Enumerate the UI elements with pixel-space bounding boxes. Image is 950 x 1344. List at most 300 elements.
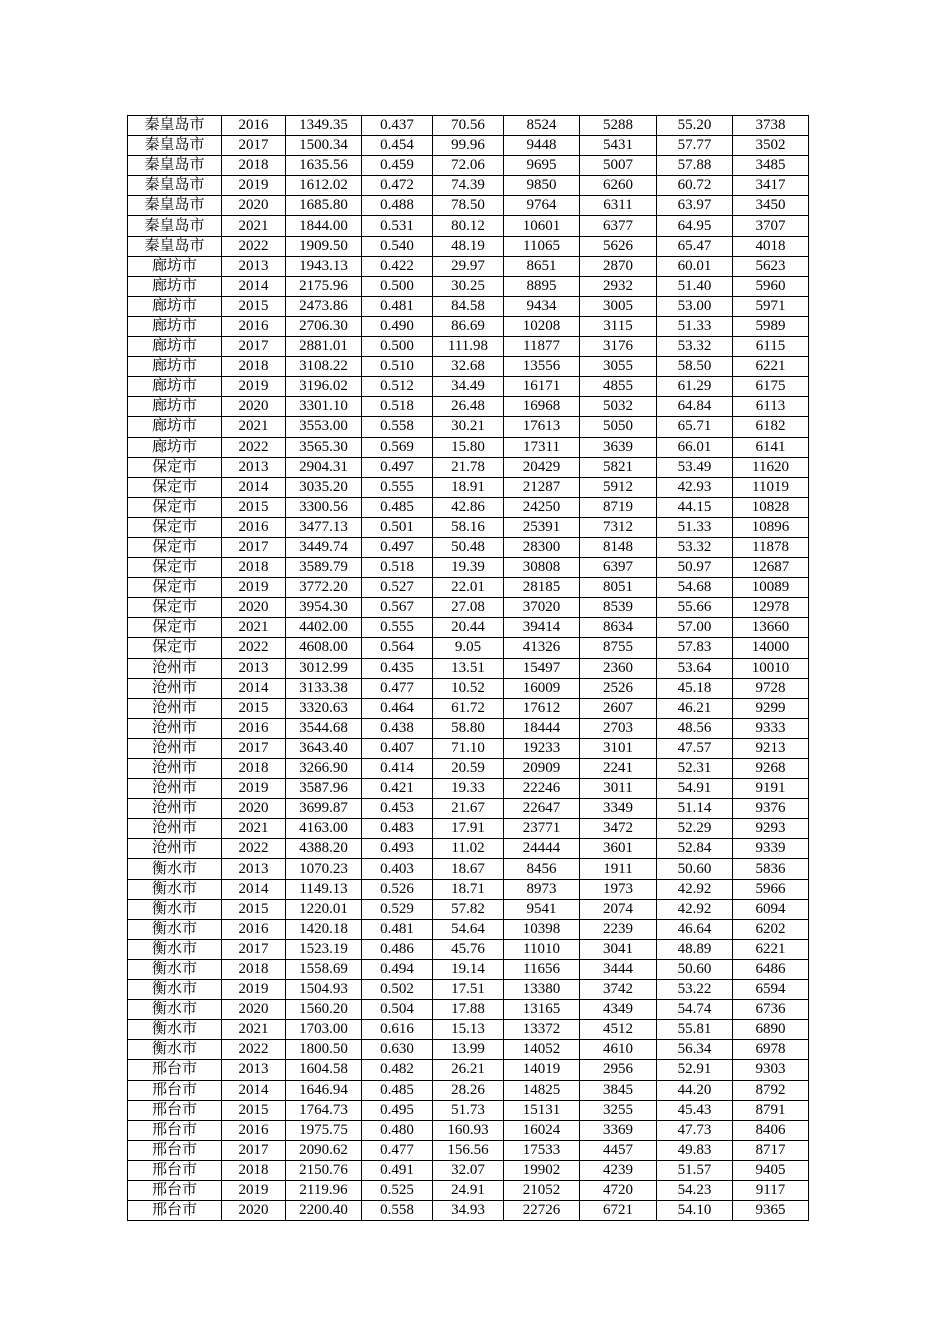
value-cell: 3300.56 <box>286 497 362 517</box>
value-cell: 0.421 <box>362 779 433 799</box>
table-row <box>128 517 809 537</box>
value-cell: 5288 <box>580 116 657 136</box>
table-row <box>128 397 809 417</box>
year-cell: 2020 <box>222 1201 286 1221</box>
value-cell: 4608.00 <box>286 638 362 658</box>
value-cell: 3699.87 <box>286 799 362 819</box>
value-cell: 6890 <box>733 1020 809 1040</box>
value-cell: 3553.00 <box>286 417 362 437</box>
value-cell: 55.66 <box>657 598 733 618</box>
table-row <box>128 116 809 136</box>
value-cell: 1911 <box>580 859 657 879</box>
value-cell: 1220.01 <box>286 899 362 919</box>
value-cell: 0.497 <box>362 457 433 477</box>
value-cell: 74.39 <box>433 176 504 196</box>
value-cell: 8148 <box>580 537 657 557</box>
value-cell: 17613 <box>504 417 580 437</box>
year-cell: 2016 <box>222 116 286 136</box>
value-cell: 156.56 <box>433 1140 504 1160</box>
value-cell: 0.477 <box>362 1140 433 1160</box>
value-cell: 8406 <box>733 1120 809 1140</box>
table-row <box>128 417 809 437</box>
value-cell: 2881.01 <box>286 337 362 357</box>
value-cell: 1685.80 <box>286 196 362 216</box>
year-cell: 2016 <box>222 919 286 939</box>
value-cell: 13.51 <box>433 658 504 678</box>
value-cell: 60.01 <box>657 256 733 276</box>
city-cell: 廊坊市 <box>128 397 222 417</box>
value-cell: 17311 <box>504 437 580 457</box>
table-row <box>128 497 809 517</box>
value-cell: 0.630 <box>362 1040 433 1060</box>
value-cell: 47.73 <box>657 1120 733 1140</box>
value-cell: 3005 <box>580 296 657 316</box>
value-cell: 48.56 <box>657 718 733 738</box>
city-cell: 邢台市 <box>128 1201 222 1221</box>
table-row <box>128 377 809 397</box>
value-cell: 14052 <box>504 1040 580 1060</box>
table-row <box>128 337 809 357</box>
table-row <box>128 698 809 718</box>
value-cell: 2932 <box>580 276 657 296</box>
table-row <box>128 437 809 457</box>
year-cell: 2021 <box>222 1020 286 1040</box>
value-cell: 13372 <box>504 1020 580 1040</box>
value-cell: 0.464 <box>362 698 433 718</box>
table-row <box>128 738 809 758</box>
value-cell: 0.407 <box>362 738 433 758</box>
value-cell: 3133.38 <box>286 678 362 698</box>
value-cell: 46.64 <box>657 919 733 939</box>
value-cell: 51.57 <box>657 1160 733 1180</box>
value-cell: 0.518 <box>362 558 433 578</box>
value-cell: 1560.20 <box>286 1000 362 1020</box>
value-cell: 4720 <box>580 1180 657 1200</box>
value-cell: 23771 <box>504 819 580 839</box>
value-cell: 4388.20 <box>286 839 362 859</box>
value-cell: 0.525 <box>362 1180 433 1200</box>
value-cell: 3301.10 <box>286 397 362 417</box>
value-cell: 3601 <box>580 839 657 859</box>
value-cell: 20429 <box>504 457 580 477</box>
table-row <box>128 618 809 638</box>
value-cell: 3115 <box>580 316 657 336</box>
city-cell: 廊坊市 <box>128 316 222 336</box>
value-cell: 1800.50 <box>286 1040 362 1060</box>
year-cell: 2019 <box>222 377 286 397</box>
value-cell: 51.33 <box>657 316 733 336</box>
value-cell: 0.502 <box>362 980 433 1000</box>
value-cell: 0.482 <box>362 1060 433 1080</box>
value-cell: 63.97 <box>657 196 733 216</box>
value-cell: 16009 <box>504 678 580 698</box>
value-cell: 2239 <box>580 919 657 939</box>
value-cell: 1420.18 <box>286 919 362 939</box>
value-cell: 22726 <box>504 1201 580 1221</box>
value-cell: 8973 <box>504 879 580 899</box>
value-cell: 53.32 <box>657 537 733 557</box>
value-cell: 6115 <box>733 337 809 357</box>
value-cell: 0.497 <box>362 537 433 557</box>
value-cell: 0.486 <box>362 939 433 959</box>
value-cell: 15497 <box>504 658 580 678</box>
year-cell: 2018 <box>222 1160 286 1180</box>
value-cell: 0.494 <box>362 959 433 979</box>
city-cell: 衡水市 <box>128 939 222 959</box>
value-cell: 30.25 <box>433 276 504 296</box>
value-cell: 22.01 <box>433 578 504 598</box>
value-cell: 6311 <box>580 196 657 216</box>
value-cell: 58.80 <box>433 718 504 738</box>
value-cell: 1500.34 <box>286 136 362 156</box>
table-body <box>128 116 809 1221</box>
city-cell: 保定市 <box>128 598 222 618</box>
value-cell: 3055 <box>580 357 657 377</box>
value-cell: 18.67 <box>433 859 504 879</box>
value-cell: 9405 <box>733 1160 809 1180</box>
value-cell: 6221 <box>733 939 809 959</box>
value-cell: 9117 <box>733 1180 809 1200</box>
value-cell: 19.14 <box>433 959 504 979</box>
value-cell: 0.529 <box>362 899 433 919</box>
year-cell: 2019 <box>222 1180 286 1200</box>
value-cell: 51.33 <box>657 517 733 537</box>
city-cell: 沧州市 <box>128 738 222 758</box>
value-cell: 24.91 <box>433 1180 504 1200</box>
value-cell: 3266.90 <box>286 759 362 779</box>
value-cell: 2150.76 <box>286 1160 362 1180</box>
table-row <box>128 1201 809 1221</box>
table-row <box>128 457 809 477</box>
city-cell: 邢台市 <box>128 1140 222 1160</box>
value-cell: 21287 <box>504 477 580 497</box>
value-cell: 10601 <box>504 216 580 236</box>
value-cell: 18.91 <box>433 477 504 497</box>
table-row <box>128 899 809 919</box>
value-cell: 64.84 <box>657 397 733 417</box>
value-cell: 8539 <box>580 598 657 618</box>
year-cell: 2018 <box>222 357 286 377</box>
table-row <box>128 598 809 618</box>
city-cell: 保定市 <box>128 457 222 477</box>
city-cell: 衡水市 <box>128 1040 222 1060</box>
value-cell: 9339 <box>733 839 809 859</box>
value-cell: 3954.30 <box>286 598 362 618</box>
table-row <box>128 1180 809 1200</box>
value-cell: 21052 <box>504 1180 580 1200</box>
city-cell: 沧州市 <box>128 799 222 819</box>
value-cell: 3485 <box>733 156 809 176</box>
value-cell: 11877 <box>504 337 580 357</box>
value-cell: 2703 <box>580 718 657 738</box>
year-cell: 2021 <box>222 819 286 839</box>
value-cell: 45.76 <box>433 939 504 959</box>
value-cell: 8719 <box>580 497 657 517</box>
value-cell: 25391 <box>504 517 580 537</box>
value-cell: 4239 <box>580 1160 657 1180</box>
value-cell: 3477.13 <box>286 517 362 537</box>
city-cell: 邢台市 <box>128 1120 222 1140</box>
value-cell: 0.491 <box>362 1160 433 1180</box>
value-cell: 1703.00 <box>286 1020 362 1040</box>
value-cell: 9191 <box>733 779 809 799</box>
value-cell: 0.501 <box>362 517 433 537</box>
value-cell: 16968 <box>504 397 580 417</box>
city-cell: 秦皇岛市 <box>128 196 222 216</box>
table-row <box>128 658 809 678</box>
value-cell: 4512 <box>580 1020 657 1040</box>
value-cell: 5050 <box>580 417 657 437</box>
value-cell: 52.91 <box>657 1060 733 1080</box>
value-cell: 6202 <box>733 919 809 939</box>
value-cell: 9434 <box>504 296 580 316</box>
table-row <box>128 1160 809 1180</box>
value-cell: 2706.30 <box>286 316 362 336</box>
value-cell: 44.15 <box>657 497 733 517</box>
value-cell: 42.86 <box>433 497 504 517</box>
city-cell: 邢台市 <box>128 1100 222 1120</box>
city-cell: 衡水市 <box>128 859 222 879</box>
value-cell: 6175 <box>733 377 809 397</box>
value-cell: 9293 <box>733 819 809 839</box>
value-cell: 20.44 <box>433 618 504 638</box>
value-cell: 0.480 <box>362 1120 433 1140</box>
value-cell: 0.531 <box>362 216 433 236</box>
value-cell: 66.01 <box>657 437 733 457</box>
value-cell: 19.33 <box>433 779 504 799</box>
value-cell: 5971 <box>733 296 809 316</box>
value-cell: 52.31 <box>657 759 733 779</box>
value-cell: 0.555 <box>362 477 433 497</box>
value-cell: 24444 <box>504 839 580 859</box>
value-cell: 14000 <box>733 638 809 658</box>
year-cell: 2015 <box>222 497 286 517</box>
value-cell: 1635.56 <box>286 156 362 176</box>
year-cell: 2014 <box>222 879 286 899</box>
value-cell: 11019 <box>733 477 809 497</box>
value-cell: 8791 <box>733 1100 809 1120</box>
table-row <box>128 296 809 316</box>
value-cell: 0.569 <box>362 437 433 457</box>
value-cell: 1646.94 <box>286 1080 362 1100</box>
value-cell: 57.82 <box>433 899 504 919</box>
year-cell: 2016 <box>222 1120 286 1140</box>
city-cell: 廊坊市 <box>128 256 222 276</box>
value-cell: 0.481 <box>362 296 433 316</box>
value-cell: 3707 <box>733 216 809 236</box>
value-cell: 45.18 <box>657 678 733 698</box>
value-cell: 1909.50 <box>286 236 362 256</box>
value-cell: 1973 <box>580 879 657 899</box>
value-cell: 46.21 <box>657 698 733 718</box>
city-cell: 廊坊市 <box>128 377 222 397</box>
value-cell: 2473.86 <box>286 296 362 316</box>
value-cell: 37020 <box>504 598 580 618</box>
year-cell: 2022 <box>222 236 286 256</box>
value-cell: 1604.58 <box>286 1060 362 1080</box>
table-row <box>128 718 809 738</box>
value-cell: 57.83 <box>657 638 733 658</box>
data-table <box>127 115 809 1221</box>
city-cell: 衡水市 <box>128 899 222 919</box>
value-cell: 9376 <box>733 799 809 819</box>
city-cell: 廊坊市 <box>128 417 222 437</box>
table-row <box>128 176 809 196</box>
value-cell: 4855 <box>580 377 657 397</box>
year-cell: 2015 <box>222 1100 286 1120</box>
value-cell: 20909 <box>504 759 580 779</box>
year-cell: 2018 <box>222 759 286 779</box>
year-cell: 2017 <box>222 939 286 959</box>
table-row <box>128 1080 809 1100</box>
value-cell: 6721 <box>580 1201 657 1221</box>
value-cell: 22246 <box>504 779 580 799</box>
city-cell: 秦皇岛市 <box>128 216 222 236</box>
value-cell: 1523.19 <box>286 939 362 959</box>
value-cell: 160.93 <box>433 1120 504 1140</box>
table-row <box>128 1020 809 1040</box>
table-row <box>128 216 809 236</box>
value-cell: 0.504 <box>362 1000 433 1020</box>
value-cell: 30.21 <box>433 417 504 437</box>
value-cell: 2241 <box>580 759 657 779</box>
year-cell: 2022 <box>222 437 286 457</box>
value-cell: 0.526 <box>362 879 433 899</box>
value-cell: 10208 <box>504 316 580 336</box>
year-cell: 2013 <box>222 457 286 477</box>
value-cell: 2175.96 <box>286 276 362 296</box>
value-cell: 3101 <box>580 738 657 758</box>
value-cell: 42.92 <box>657 899 733 919</box>
city-cell: 沧州市 <box>128 678 222 698</box>
value-cell: 0.459 <box>362 156 433 176</box>
value-cell: 6978 <box>733 1040 809 1060</box>
value-cell: 54.74 <box>657 1000 733 1020</box>
value-cell: 2090.62 <box>286 1140 362 1160</box>
value-cell: 5032 <box>580 397 657 417</box>
table-row <box>128 759 809 779</box>
table-row <box>128 799 809 819</box>
value-cell: 70.56 <box>433 116 504 136</box>
value-cell: 6182 <box>733 417 809 437</box>
value-cell: 0.558 <box>362 417 433 437</box>
city-cell: 廊坊市 <box>128 276 222 296</box>
value-cell: 9299 <box>733 698 809 718</box>
city-cell: 沧州市 <box>128 718 222 738</box>
value-cell: 0.500 <box>362 276 433 296</box>
value-cell: 0.438 <box>362 718 433 738</box>
value-cell: 51.14 <box>657 799 733 819</box>
year-cell: 2022 <box>222 1040 286 1060</box>
year-cell: 2020 <box>222 397 286 417</box>
value-cell: 2526 <box>580 678 657 698</box>
value-cell: 8755 <box>580 638 657 658</box>
value-cell: 17612 <box>504 698 580 718</box>
value-cell: 14019 <box>504 1060 580 1080</box>
value-cell: 0.512 <box>362 377 433 397</box>
year-cell: 2013 <box>222 658 286 678</box>
city-cell: 廊坊市 <box>128 337 222 357</box>
year-cell: 2022 <box>222 839 286 859</box>
value-cell: 13.99 <box>433 1040 504 1060</box>
value-cell: 3472 <box>580 819 657 839</box>
value-cell: 0.414 <box>362 759 433 779</box>
year-cell: 2017 <box>222 738 286 758</box>
value-cell: 3589.79 <box>286 558 362 578</box>
value-cell: 0.495 <box>362 1100 433 1120</box>
table-row <box>128 779 809 799</box>
city-cell: 衡水市 <box>128 919 222 939</box>
city-cell: 邢台市 <box>128 1060 222 1080</box>
value-cell: 9365 <box>733 1201 809 1221</box>
value-cell: 2200.40 <box>286 1201 362 1221</box>
value-cell: 28.26 <box>433 1080 504 1100</box>
value-cell: 24250 <box>504 497 580 517</box>
year-cell: 2019 <box>222 980 286 1000</box>
value-cell: 52.29 <box>657 819 733 839</box>
value-cell: 4402.00 <box>286 618 362 638</box>
year-cell: 2015 <box>222 296 286 316</box>
value-cell: 0.527 <box>362 578 433 598</box>
year-cell: 2020 <box>222 196 286 216</box>
value-cell: 54.64 <box>433 919 504 939</box>
value-cell: 39414 <box>504 618 580 638</box>
value-cell: 55.81 <box>657 1020 733 1040</box>
value-cell: 30808 <box>504 558 580 578</box>
value-cell: 8524 <box>504 116 580 136</box>
value-cell: 44.20 <box>657 1080 733 1100</box>
value-cell: 0.564 <box>362 638 433 658</box>
city-cell: 秦皇岛市 <box>128 116 222 136</box>
value-cell: 84.58 <box>433 296 504 316</box>
value-cell: 5960 <box>733 276 809 296</box>
value-cell: 11878 <box>733 537 809 557</box>
table-row <box>128 839 809 859</box>
city-cell: 沧州市 <box>128 819 222 839</box>
city-cell: 沧州市 <box>128 759 222 779</box>
value-cell: 3176 <box>580 337 657 357</box>
city-cell: 沧州市 <box>128 779 222 799</box>
value-cell: 8717 <box>733 1140 809 1160</box>
value-cell: 9850 <box>504 176 580 196</box>
value-cell: 0.403 <box>362 859 433 879</box>
value-cell: 15.13 <box>433 1020 504 1040</box>
value-cell: 5821 <box>580 457 657 477</box>
value-cell: 15131 <box>504 1100 580 1120</box>
city-cell: 秦皇岛市 <box>128 136 222 156</box>
value-cell: 3587.96 <box>286 779 362 799</box>
value-cell: 1149.13 <box>286 879 362 899</box>
value-cell: 26.21 <box>433 1060 504 1080</box>
value-cell: 2956 <box>580 1060 657 1080</box>
year-cell: 2021 <box>222 216 286 236</box>
value-cell: 3450 <box>733 196 809 216</box>
value-cell: 5912 <box>580 477 657 497</box>
value-cell: 6260 <box>580 176 657 196</box>
city-cell: 保定市 <box>128 618 222 638</box>
year-cell: 2021 <box>222 417 286 437</box>
table-row <box>128 959 809 979</box>
year-cell: 2013 <box>222 1060 286 1080</box>
value-cell: 0.493 <box>362 839 433 859</box>
value-cell: 18.71 <box>433 879 504 899</box>
value-cell: 21.78 <box>433 457 504 477</box>
value-cell: 50.97 <box>657 558 733 578</box>
value-cell: 48.89 <box>657 939 733 959</box>
value-cell: 3041 <box>580 939 657 959</box>
value-cell: 13660 <box>733 618 809 638</box>
city-cell: 邢台市 <box>128 1080 222 1100</box>
